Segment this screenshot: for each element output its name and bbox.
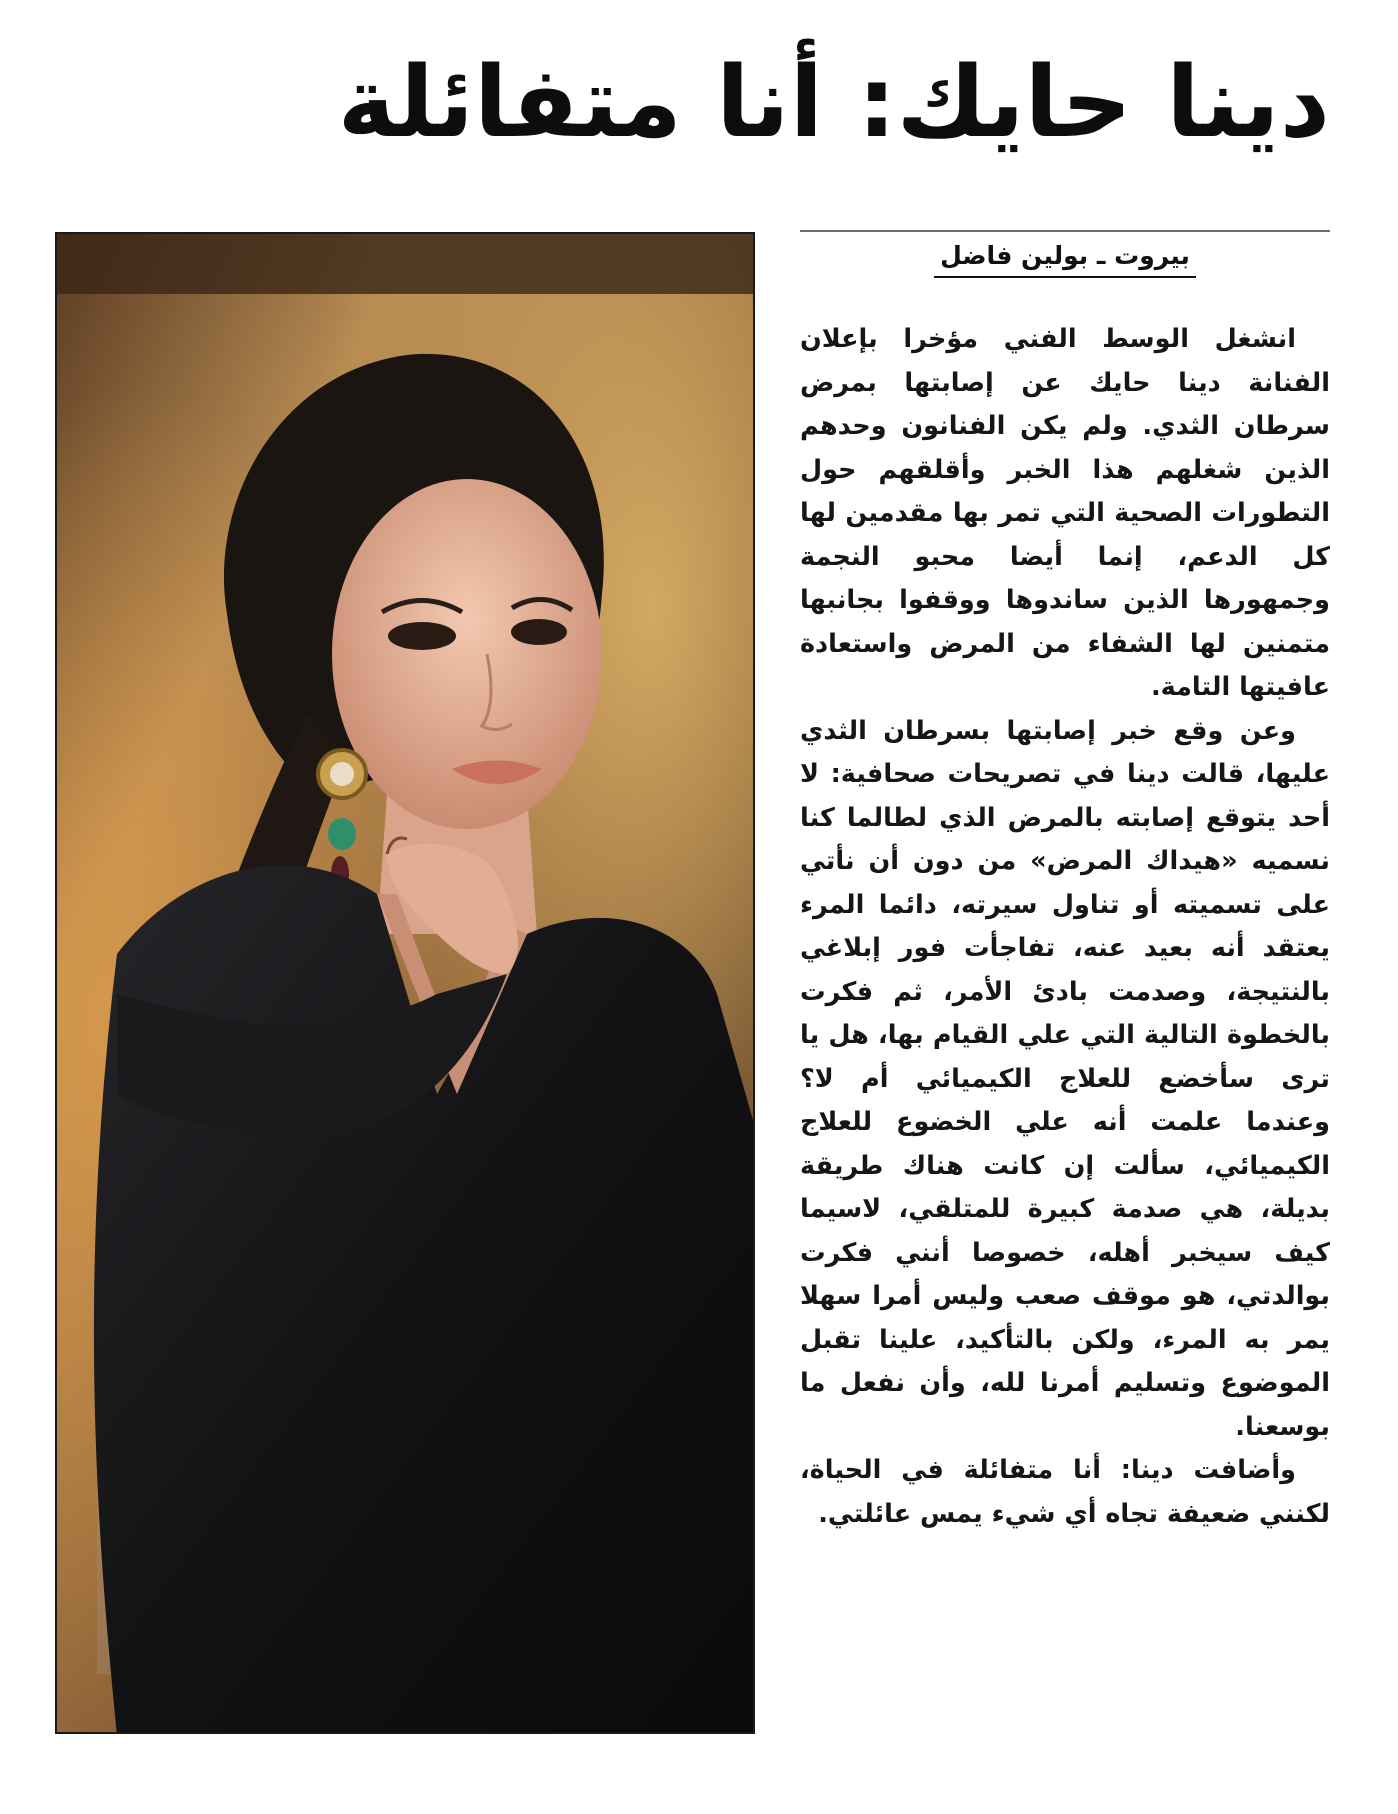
article-paragraph: وعن وقع خبر إصابتها بسرطان الثدي عليها، قالت دينا في تصريحات صحافية: لا أحد يتوقع إصابته بالمرض الذي لطالما كنا نسميه «هيداك المرض» من دون أن نأتي على تسميته أو تناول سيرته، دائما المرء يعتقد أنه بعيد عنه، تفاجأت فور إبلاغي بالنتيجة، وصدمت بادئ الأمر، ثم فكرت بالخطوة التالية التي علي القيام بها، هل يا ترى سأخضع للعلاج الكيميائي أم لا؟ وعندما علمت أنه علي الخضوع للعلاج الكيميائي، سألت إن كانت هناك طريقة بديلة، هي صدمة كبيرة للمتلقي، لاسيما كيف سيخبر أهله، خصوصا أنني فكرت بوالدتي، هو موقف صعب وليس أمرا سهلا يمر به المرء، ولكن بالتأكيد، علينا تقبل الموضوع وتسليم أمرنا لله، وأن نفعل ما بوسعنا. bbox=[800, 715, 1330, 1442]
byline bbox=[800, 238, 1330, 278]
article-paragraph: وأضافت دينا: أنا متفائلة في الحياة، لكنني ضعيفة تجاه أي شيء يمس عائلتي. bbox=[800, 1455, 1330, 1529]
eye-left bbox=[388, 622, 456, 650]
article-body bbox=[800, 318, 1330, 1536]
portrait-illustration bbox=[57, 234, 755, 1734]
eye-right bbox=[511, 619, 567, 645]
article-photo bbox=[55, 232, 755, 1734]
byline-top-rule bbox=[800, 230, 1330, 232]
article-paragraph: انشغل الوسط الفني مؤخرا بإعلان الفنانة دينا حايك عن إصابتها بمرض سرطان الثدي. ولم يكن الفنانون وحدهم الذين شغلهم هذا الخبر وأقلقهم حول التطورات الصحية التي تمر بها مقدمين لها كل الدعم، إنما أيضا محبو النجمة وجمهورها الذين ساندوها ووقفوا بجانبها متمنين لها الشفاء من المرض واستعادة عافيتها التامة. bbox=[800, 324, 1330, 702]
headline: دينا حايك: أنا متفائلة bbox=[337, 46, 1330, 160]
byline-text: بيروت ـ بولين فاضل bbox=[934, 238, 1196, 278]
